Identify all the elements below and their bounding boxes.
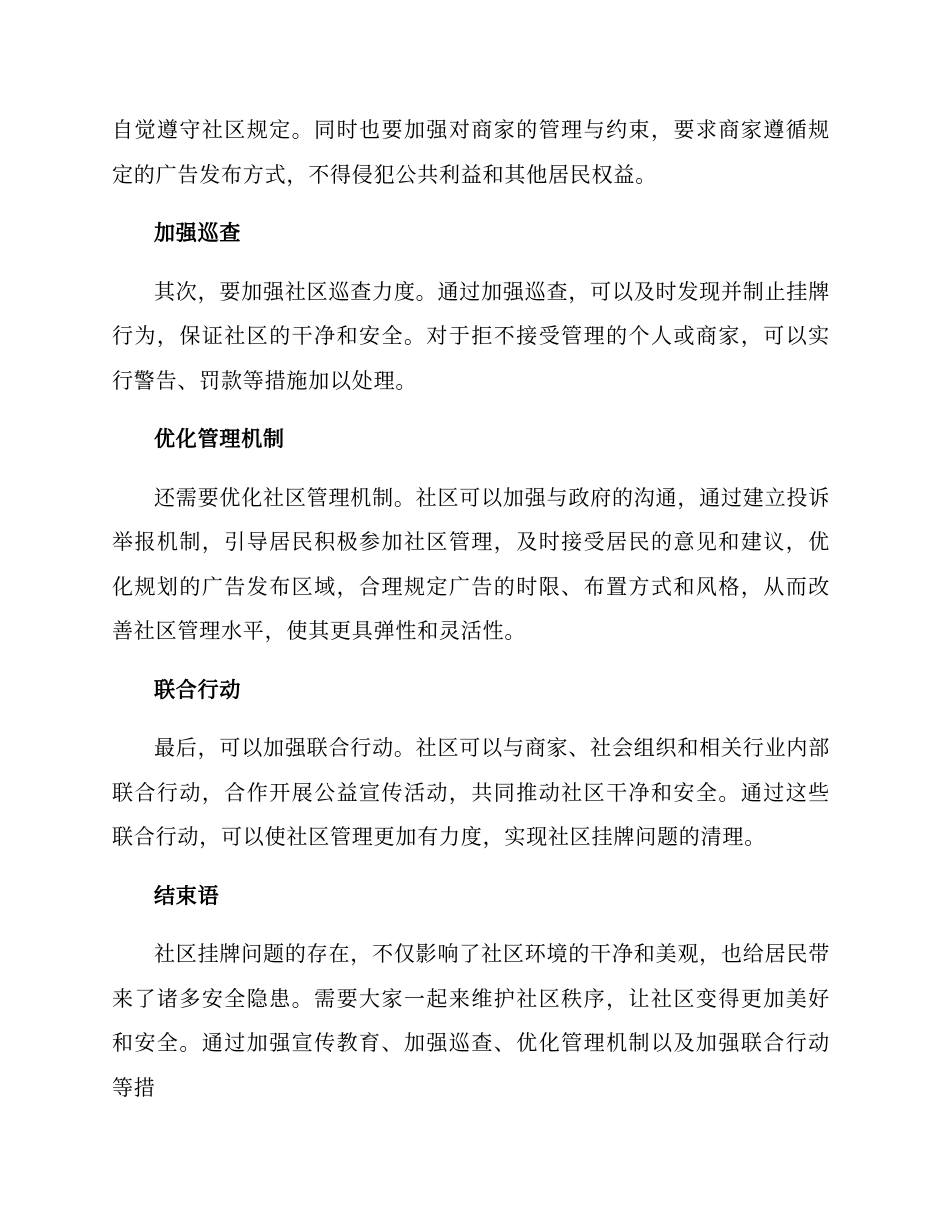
paragraph-joint-action: 最后，可以加强联合行动。社区可以与商家、社会组织和相关行业内部联合行动，合作开展公益宣传活动，共同推动社区干净和安全。通过这些联合行动，可以使社区管理更加有力度，实现社区挂牌问题的清理。 (112, 736, 830, 849)
section-heading-conclusion: 结束语 (154, 883, 220, 908)
paragraph-patrol: 其次，要加强社区巡查力度。通过加强巡查，可以及时发现并制止挂牌行为，保证社区的干净和安全。对于拒不接受管理的个人或商家，可以实行警告、罚款等措施加以处理。 (112, 279, 830, 393)
section-heading-patrol: 加强巡查 (154, 221, 242, 245)
paragraph-intro-continuation: 自觉遵守社区规定。同时也要加强对商家的管理与约束，要求商家遵循规定的广告发布方式，不得侵犯公共利益和其他居民权益。 (112, 118, 830, 187)
document-page (112, 108, 830, 1110)
section-heading-joint-action: 联合行动 (154, 677, 242, 702)
paragraph-conclusion: 社区挂牌问题的存在，不仅影响了社区环境的干净和美观，也给居民带来了诸多安全隐患。需要大家一起来维护社区秩序，让社区变得更加美好和安全。通过加强宣传教育、加强巡查、优化管理机制以及加强联合行动等措 (112, 942, 830, 1100)
paragraph-management-mechanism: 还需要优化社区管理机制。社区可以加强与政府的沟通，通过建立投诉举报机制，引导居民积极参加社区管理，及时接受居民的意见和建议，优化规划的广告发布区域，合理规定广告的时限、布置方式和风格，从而改善社区管理水平，使其更具弹性和灵活性。 (112, 485, 830, 643)
section-heading-management-mechanism: 优化管理机制 (154, 427, 285, 451)
